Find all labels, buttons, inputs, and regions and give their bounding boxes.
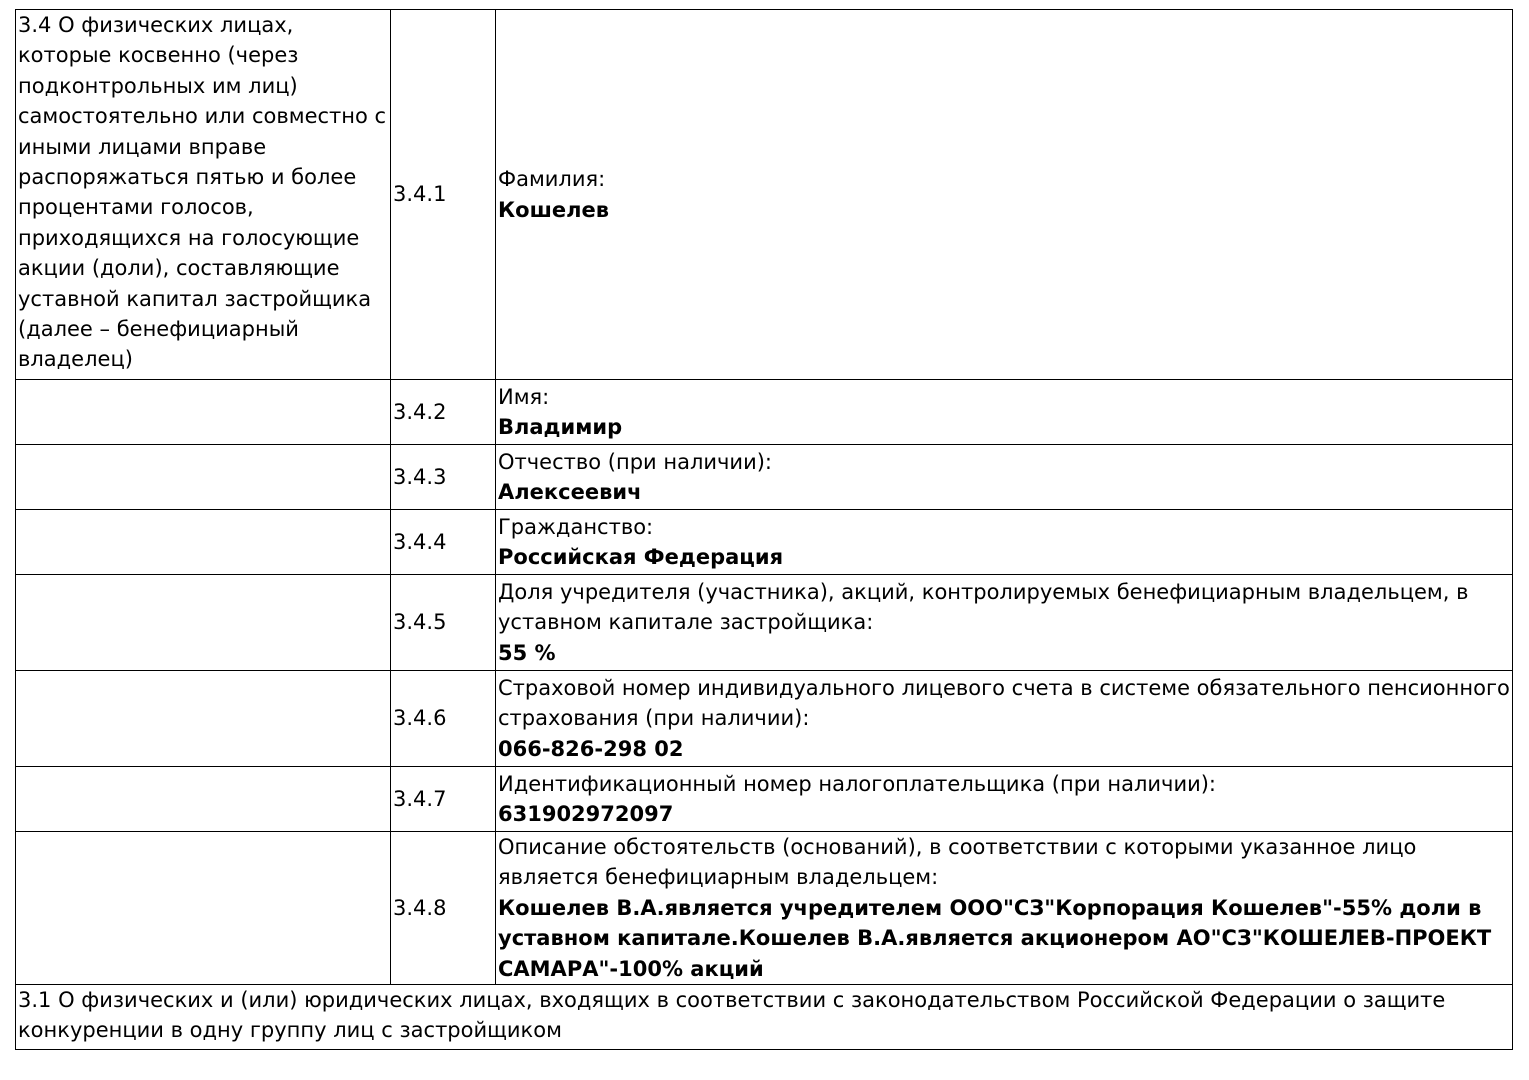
document-page [15, 9, 1513, 1050]
field-cell [496, 575, 1513, 671]
row-number: 3.4.8 [391, 832, 496, 985]
empty-cell [16, 671, 391, 767]
table-row [16, 510, 1513, 575]
field-label: Отчество (при наличии): [498, 449, 772, 474]
field-value: 55 % [498, 640, 556, 665]
empty-cell [16, 575, 391, 671]
empty-cell [16, 380, 391, 445]
row-number: 3.4.6 [391, 671, 496, 767]
field-label: Страховой номер индивидуального лицевого счета в системе обязательного пенсионного страхования (при наличии): [498, 675, 1510, 731]
row-number: 3.4.4 [391, 510, 496, 575]
table-row [16, 445, 1513, 510]
field-label: Идентификационный номер налогоплательщика (при наличии): [498, 771, 1217, 796]
field-label: Доля учредителя (участника), акций, контролируемых бенефициарным владельцем, в уставном капитале застройщика: [498, 579, 1469, 635]
empty-cell [16, 767, 391, 832]
field-cell [496, 832, 1513, 985]
field-label: Имя: [498, 384, 550, 409]
field-cell [496, 10, 1513, 380]
table-row [16, 575, 1513, 671]
empty-cell [16, 445, 391, 510]
table-row [16, 985, 1513, 1050]
field-cell [496, 671, 1513, 767]
section-title-cell [16, 985, 1513, 1050]
field-value: 066-826-298 02 [498, 736, 684, 761]
row-number: 3.4.3 [391, 445, 496, 510]
table-row [16, 767, 1513, 832]
field-label: Описание обстоятельств (оснований), в соответствии с которыми указанное лицо является бенефициарным владельцем: [498, 835, 1417, 890]
field-value: Кошелев В.А.является учредителем ООО"СЗ"Корпорация Кошелев"-55% доли в уставном капитале.Кошелев В.А.является акционером АО"СЗ"КОШЕЛЕВ-ПРОЕКТ САМАРА"-100% акций [498, 895, 1492, 981]
field-cell [496, 510, 1513, 575]
empty-cell [16, 510, 391, 575]
field-label: Гражданство: [498, 514, 654, 539]
table-row [16, 10, 1513, 380]
field-value: 631902972097 [498, 802, 674, 826]
table-row [16, 671, 1513, 767]
field-value: Кошелев [498, 197, 610, 222]
field-value: Российская Федерация [498, 545, 784, 569]
field-cell [496, 767, 1513, 832]
section-title: 3.4 О физических лицах, которые косвенно (через подконтрольных им лиц) самостоятельно или совместно с иными лицами вправе распоряжаться пятью и более процентами голосов, приходящихся на голосующие акции (доли), составляющие уставной капитал застройщика (далее – бенефициарный владелец) [18, 13, 387, 372]
field-cell [496, 380, 1513, 445]
row-number: 3.4.2 [391, 380, 496, 445]
table-row [16, 832, 1513, 985]
beneficiary-table [15, 9, 1513, 1050]
row-number: 3.4.1 [391, 10, 496, 380]
field-cell [496, 445, 1513, 510]
empty-cell [16, 832, 391, 985]
section-title-cell [16, 10, 391, 380]
row-number: 3.4.7 [391, 767, 496, 832]
field-label: Фамилия: [498, 167, 606, 192]
section-title: 3.1 О физических и (или) юридических лицах, входящих в соответствии с законодательством Российской Федерации о защите конкуренции в одну группу лиц с застройщиком [18, 988, 1446, 1043]
row-number: 3.4.5 [391, 575, 496, 671]
table-row [16, 380, 1513, 445]
field-value: Владимир [498, 415, 623, 439]
field-value: Алексеевич [498, 480, 642, 504]
